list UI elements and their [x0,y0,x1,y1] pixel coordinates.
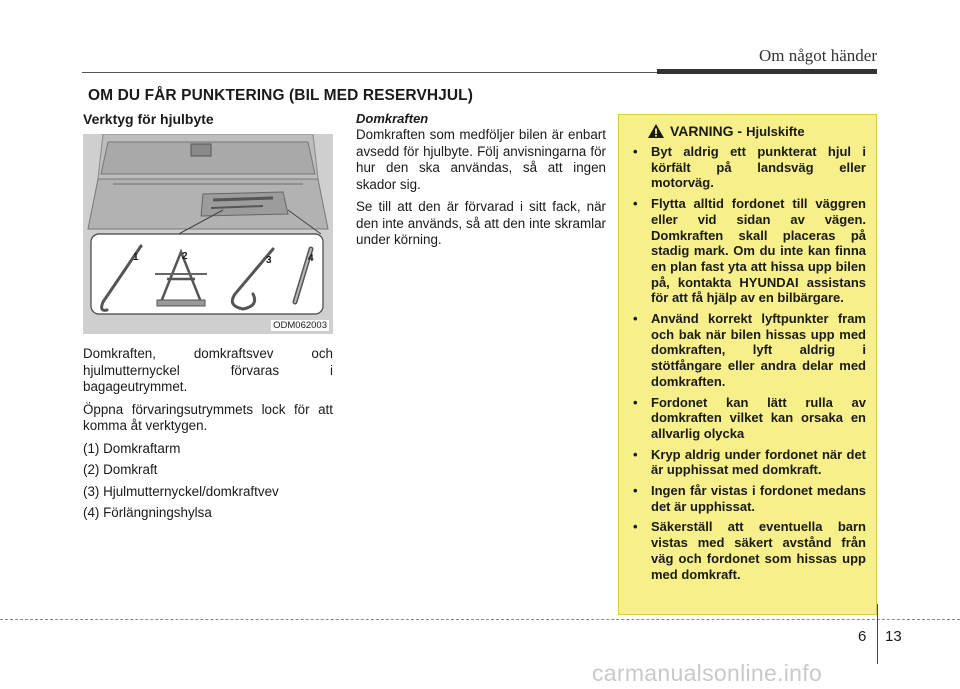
callout-3: 3 [266,255,272,266]
jack-heading: Domkraften [356,111,429,126]
warning-item: • Ingen får vistas i fordonet medans det är upphissat. [629,483,866,514]
callout-2: 2 [182,251,188,262]
section-title: OM DU FÅR PUNKTERING (BIL MED RESERVHJUL) [88,87,474,104]
tool-item-1: (1) Domkraftarm [83,440,181,456]
callout-1: 1 [133,252,139,263]
warning-list [629,144,866,582]
figure-code: ODM062003 [273,320,327,331]
warning-header [647,123,866,139]
tool-item-2: (2) Domkraft [83,462,158,477]
chapter-header-title: Om något händer [758,46,877,65]
watermark-link[interactable]: carmanualsonline.info [592,660,823,686]
warning-item: • Kryp aldrig under fordonet när det är upphissat med domkraft. [629,447,866,478]
tools-paragraph-1: Domkraften, domkraftsvev och hjulmutternyckel förvaras i bagageutrymmet. [83,346,333,394]
tools-figure [83,134,333,334]
tool-item-3: (3) Hjulmutternyckel/domkraftvev [83,483,279,499]
chapter-number: 6 [858,628,867,645]
warning-item: • Flytta alltid fordonet till väggren eller vid sidan av vägen. Domkraften skall placeras på stadig mark. Om du inte kan finna en plan fast yta att hissa upp bilen på, kontakta HYUNDAI assistans för att få hjälp av en bilbärgare. [629,196,866,306]
jack-paragraph-1: Domkraften som medföljer bilen är enbart avsedd för hjulbyte. Följ anvisningarna för hur den ska användas, så att ingen skador sig. [356,127,606,192]
page-number: 13 [885,628,902,645]
tool-item-4: (4) Förlängningshylsa [83,505,212,520]
footer-rule [0,619,960,620]
warning-subtitle: Hjulskifte [746,123,805,139]
tools-heading: Verktyg för hjulbyte [83,111,214,127]
warning-title: VARNING - [670,123,743,139]
footer-divider [877,604,878,664]
callout-4: 4 [308,253,314,264]
warning-item: • Använd korrekt lyftpunkter fram och bak när bilen hissas upp med domkraften, lyft aldrig i stötfångare eller andra delar med domkraften. [629,311,866,390]
warning-item: • Byt aldrig ett punkterat hjul i körfält på landsväg eller motorväg. [629,144,866,191]
jack-paragraph-2: Se till att den är förvarad i sitt fack, när den inte används, så att den inte skramlar under körning. [356,199,606,247]
tools-column [83,111,333,527]
warning-triangle-icon [647,123,665,139]
tools-paragraph-2: Öppna förvaringsutrymmets lock för att komma åt verktygen. [83,401,333,433]
trunk-tools-illustration [83,134,333,334]
header-rule [82,72,657,73]
warning-item: • Säkerställ att eventuella barn vistas med säkert avstånd från väg och fordonet som hissas upp med domkraft. [629,519,866,582]
warning-item: • Fordonet kan lätt rulla av domkraften vilket kan orsaka en allvarlig olycka [629,395,866,442]
warning-box [618,114,877,615]
header-rule-accent [657,69,877,74]
jack-column [356,111,606,255]
